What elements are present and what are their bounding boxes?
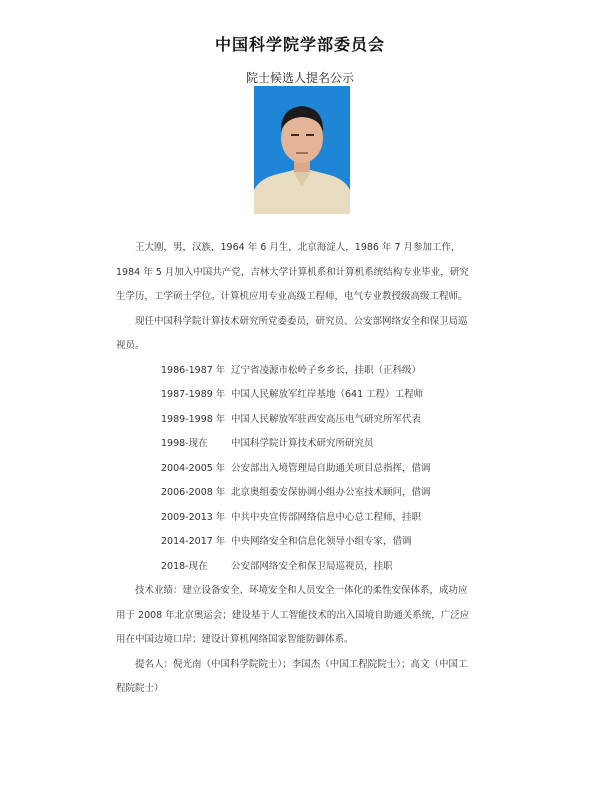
career-period: 1986-1987 年 (161, 364, 226, 376)
career-entry (116, 408, 476, 433)
career-entry (116, 457, 476, 482)
career-period: 2018-现在 (161, 560, 208, 572)
career-entry (116, 506, 476, 531)
career-entry (116, 530, 476, 555)
bio-intro: 王大刚，男，汉族，1964 年 6 月生，北京海淀人，1986 年 7 月参加工作，1984 年 5 月加入中国共产党，吉林大学计算机系和计算机系统结构专业毕业，研究生学历，工学硕士学位。计算机应用专业高级工程师，电气专业教授级高级工程师。 (116, 242, 469, 302)
career-period: 1998-现在 (161, 438, 208, 449)
technical-achievements: 技术业绩：建立设备安全、环境安全和人员安全一体化的柔性安保体系，成功应用于 2008 年北京奥运会；建设基于人工智能技术的出入国境自助通关系统，广泛应用在中国边境口岸；建设计算机网络国家智能防御体系。 (116, 585, 470, 645)
career-period: 1987-1989 年 (161, 389, 226, 400)
career-period: 2006-2008 年 (161, 487, 226, 498)
career-entry (116, 555, 476, 580)
career-role: 公安部出入境管理局自助通关项目总指挥，借调 (231, 462, 431, 474)
career-role: 公安部网络安全和保卫局巡视员，挂职 (231, 560, 393, 572)
career-period: 2004-2005 年 (161, 462, 226, 474)
career-role: 中国人民解放军红岸基地（641 工程）工程师 (231, 389, 424, 400)
career-period: 2009-2013 年 (161, 511, 226, 523)
career-role: 北京奥组委安保协调小组办公室技术顾问，借调 (231, 487, 431, 498)
document-subtitle: 院士候选人提名公示 (245, 71, 354, 85)
org-title: 中国科学院学部委员会 (214, 35, 385, 54)
document-body (116, 236, 476, 702)
career-role: 辽宁省凌源市松岭子乡乡长，挂职（正科级） (231, 364, 422, 376)
career-timeline (116, 359, 476, 580)
career-entry (116, 481, 476, 506)
career-period: 2014-2017 年 (161, 536, 226, 547)
portrait-illustration (254, 86, 350, 214)
career-entry (116, 383, 476, 408)
career-role: 中央网络安全和信息化领导小组专家，借调 (231, 536, 412, 547)
career-period: 1989-1998 年 (161, 413, 226, 425)
career-role: 中共中央宣传部网络信息中心总工程师，挂职 (231, 511, 422, 523)
career-role: 中国科学院计算技术研究所研究员 (231, 438, 374, 449)
nominators: 提名人：倪光南（中国科学院院士）；李国杰（中国工程院院士）；高文（中国工程院院士） (116, 658, 468, 694)
career-entry (116, 359, 476, 384)
candidate-photo (254, 86, 350, 214)
career-role: 中国人民解放军驻西安高压电气研究所军代表 (231, 413, 422, 425)
bio-current-position: 现任中国科学院计算技术研究所党委委员，研究员、公安部网络安全和保卫局巡视员。 (116, 315, 468, 351)
document-header (0, 32, 600, 86)
career-entry (116, 432, 476, 457)
